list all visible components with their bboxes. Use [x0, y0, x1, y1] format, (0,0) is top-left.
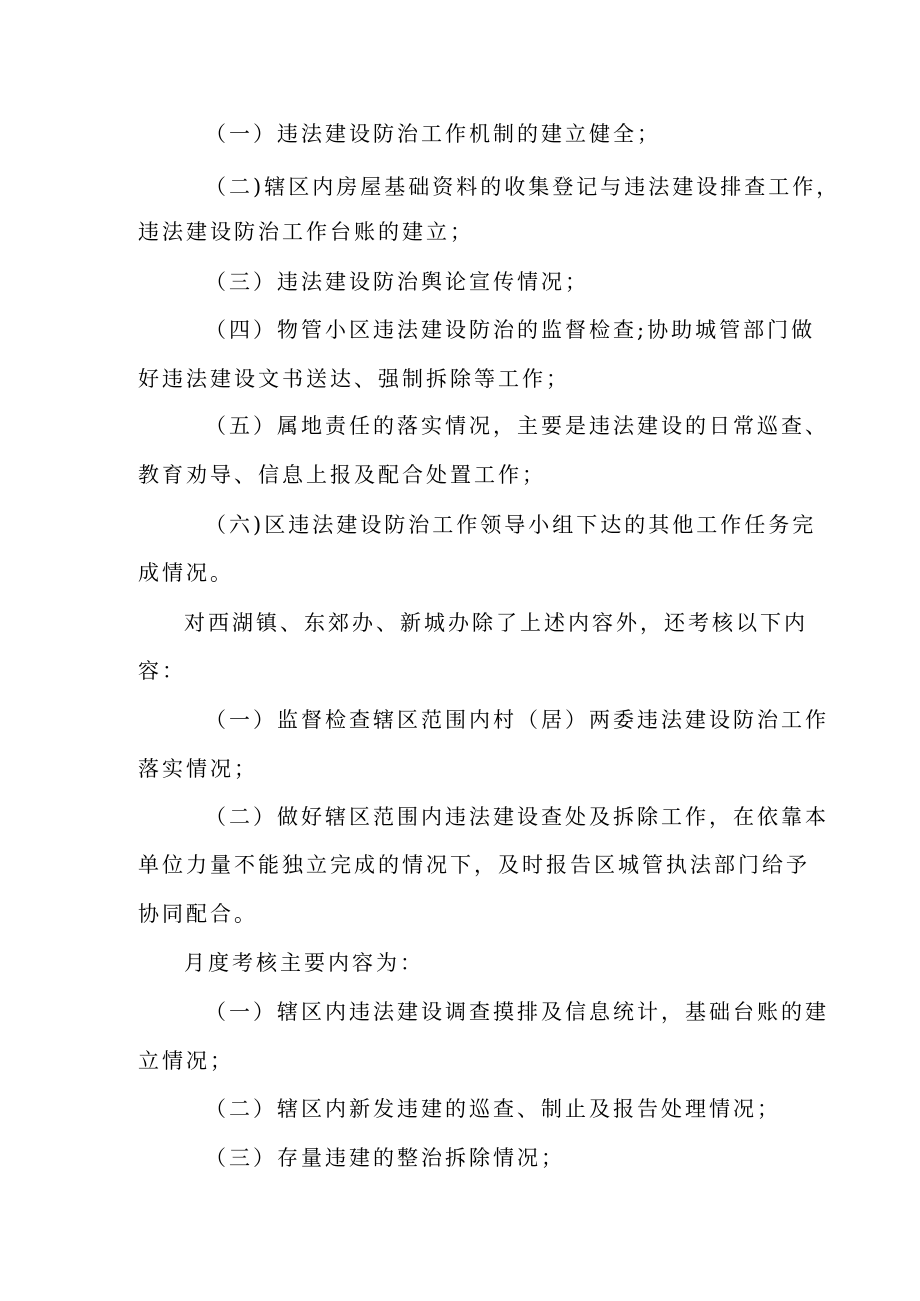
list-item-survey-statistics-cont: 立情况；: [138, 1049, 234, 1073]
list-item-territorial-duty-cont: 教育劝导、信息上报及配合处置工作；: [138, 463, 546, 487]
list-item-demolition-work-cont2: 协同配合。: [138, 902, 258, 926]
list-item-other-tasks: （六)区违法建设防治工作领导小组下达的其他工作任务完: [205, 513, 817, 537]
list-item-property-supervision-cont: 好违法建设文书送达、强制拆除等工作；: [138, 367, 570, 391]
list-item-demolition-work: （二）做好辖区范围内违法建设查处及拆除工作，在依靠本: [205, 805, 829, 829]
list-item-publicity: （三）违法建设防治舆论宣传情况；: [205, 270, 589, 294]
list-item-village-supervision-cont: 落实情况；: [138, 757, 258, 781]
list-item-existing-violations: （三）存量违建的整治拆除情况；: [205, 1146, 565, 1170]
list-item-new-violations: （二）辖区内新发违建的巡查、制止及报告处理情况；: [205, 1097, 781, 1121]
list-item-territorial-duty: （五）属地责任的落实情况，主要是违法建设的日常巡查、: [205, 414, 829, 438]
list-item-other-tasks-cont: 成情况。: [138, 561, 234, 585]
paragraph-additional-assessment-cont: 容：: [138, 659, 186, 683]
list-item-demolition-work-cont: 单位力量不能独立完成的情况下，及时报告区城管执法部门给予: [138, 853, 810, 877]
list-item-property-supervision: （四）物管小区违法建设防治的监督检查;协助城管部门做: [205, 318, 816, 342]
list-item-housing-records: （二)辖区内房屋基础资料的收集登记与违法建设排查工作，: [205, 175, 841, 199]
paragraph-monthly-assessment: 月度考核主要内容为：: [184, 951, 424, 975]
paragraph-additional-assessment: 对西湖镇、东郊办、新城办除了上述内容外，还考核以下内: [184, 611, 808, 635]
list-item-survey-statistics: （一）辖区内违法建设调查摸排及信息统计，基础台账的建: [205, 1000, 829, 1024]
list-item-housing-records-cont: 违法建设防治工作台账的建立；: [138, 220, 474, 244]
list-item-village-supervision: （一）监督检查辖区范围内村（居）两委违法建设防治工作: [205, 708, 829, 732]
list-item-mechanism: （一）违法建设防治工作机制的建立健全；: [205, 122, 661, 146]
